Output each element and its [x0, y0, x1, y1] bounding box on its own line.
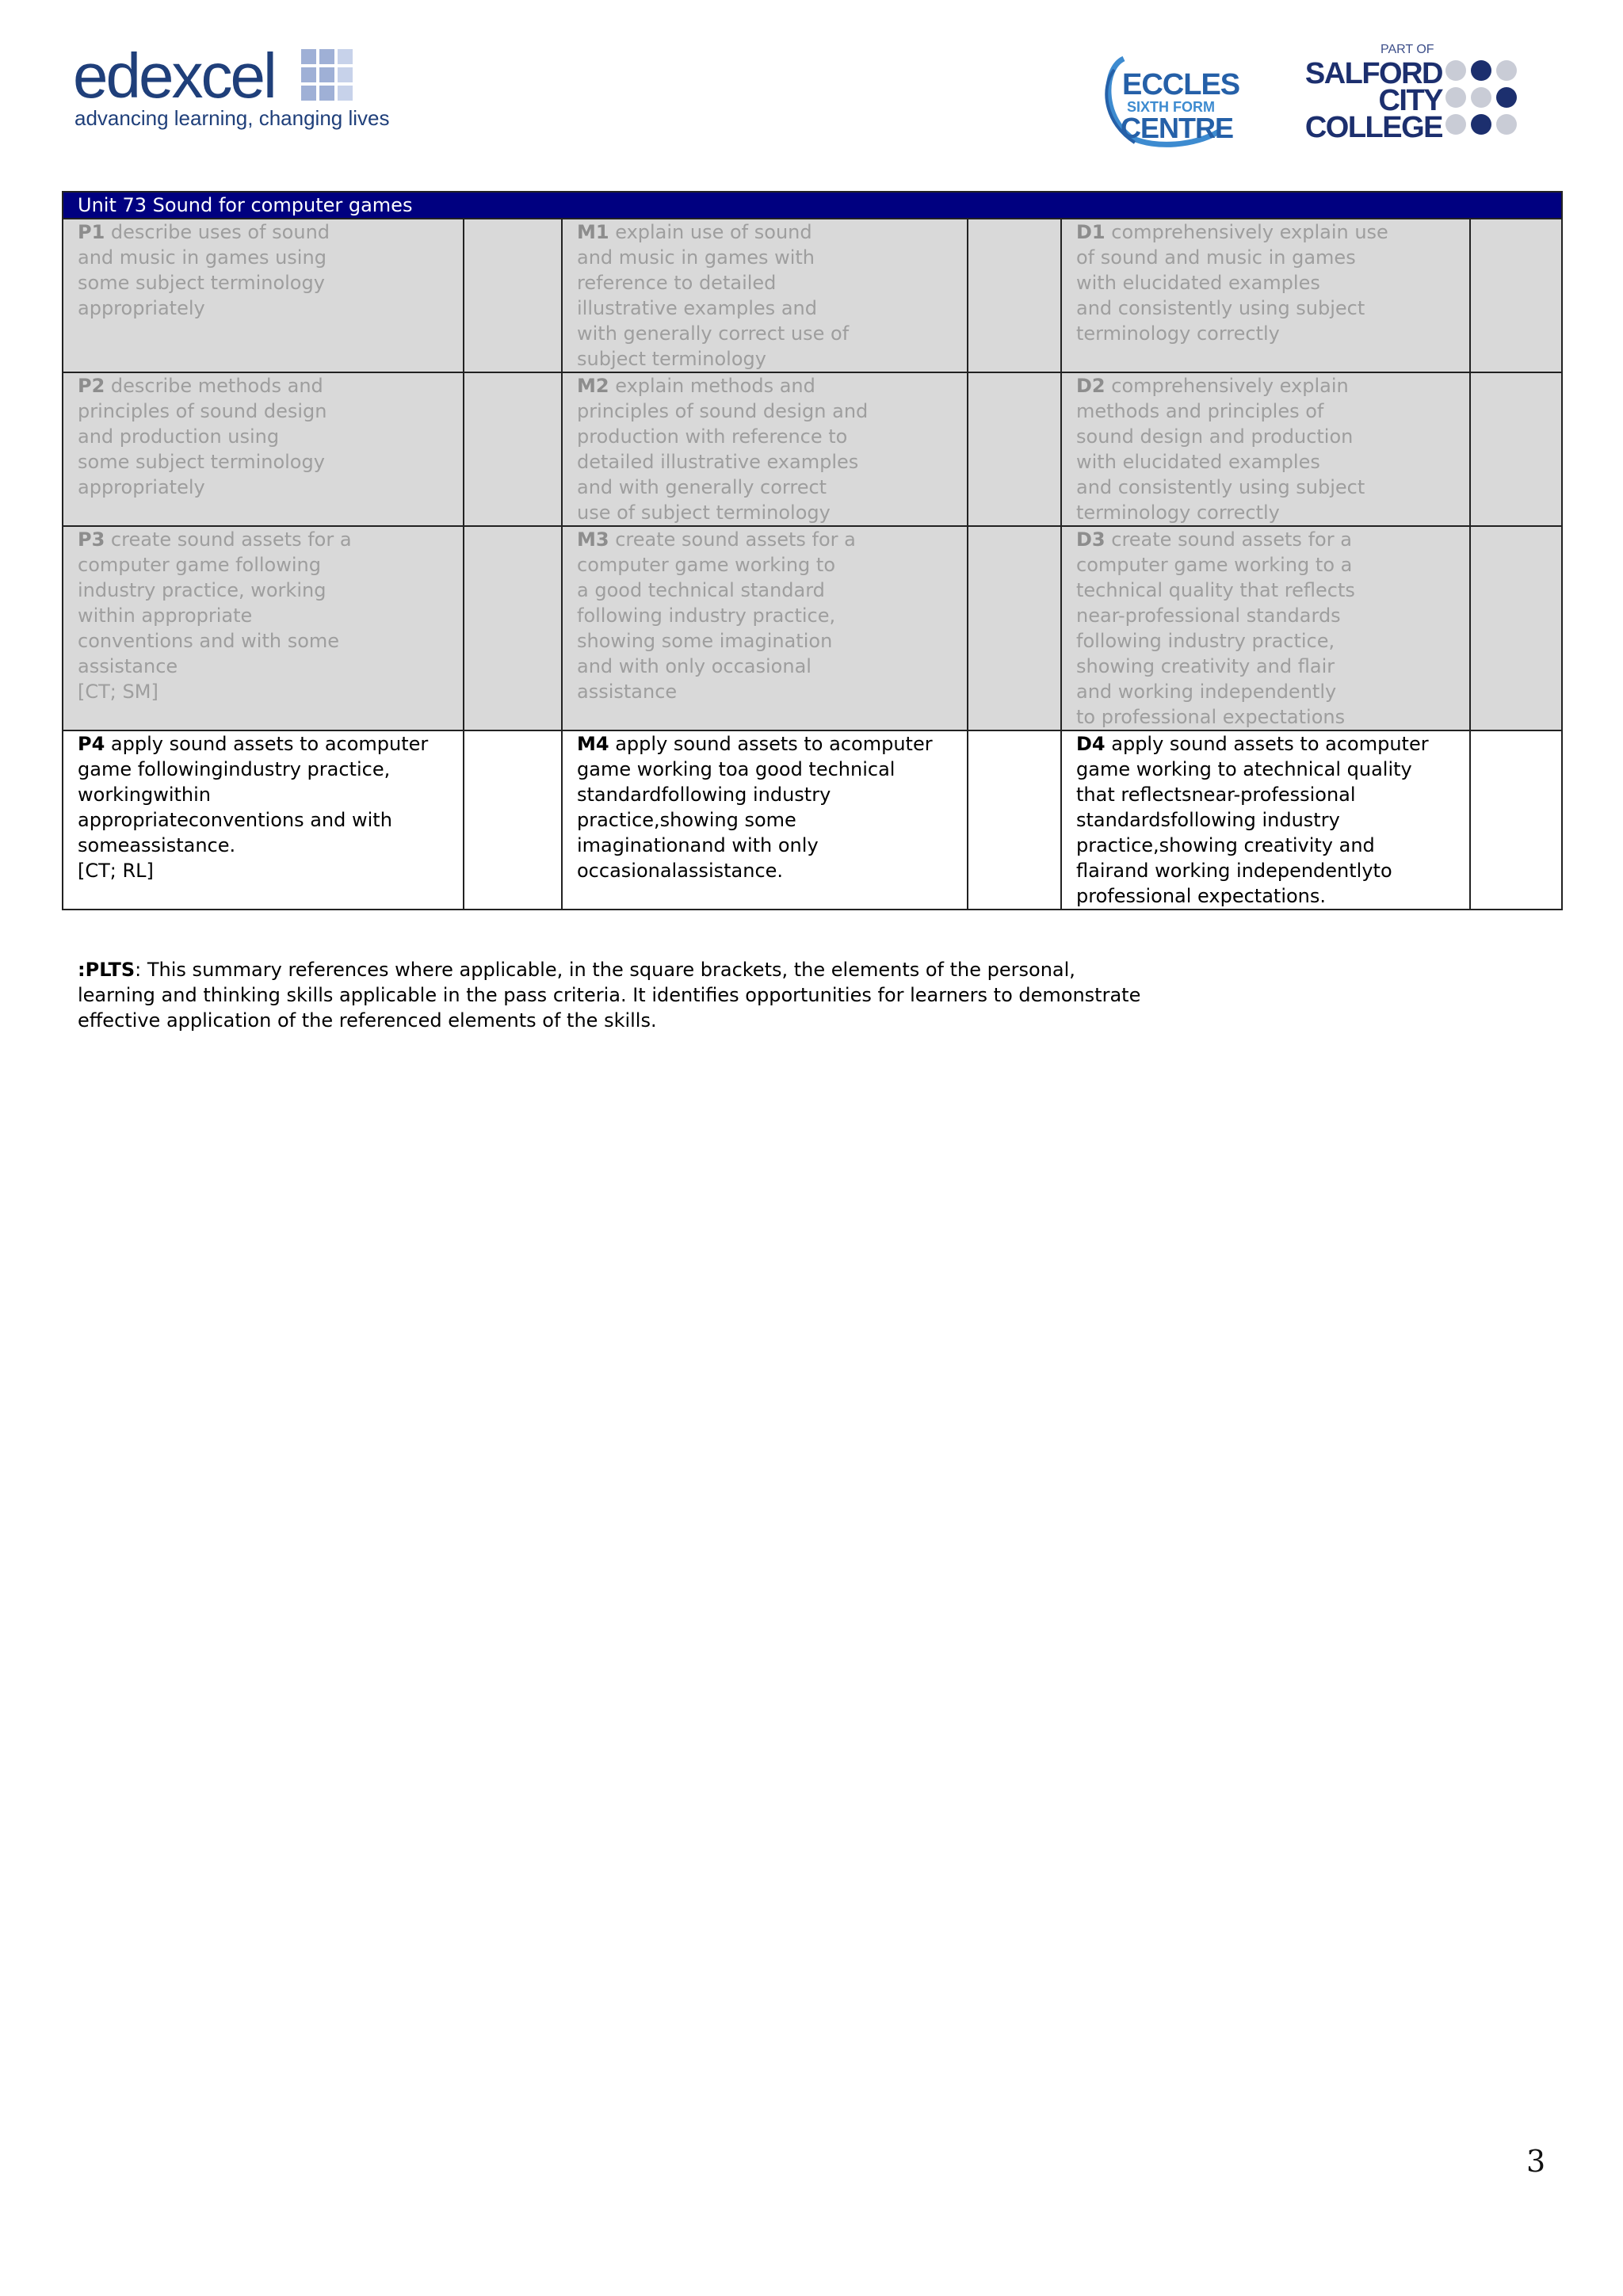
distinction-criterion-text: create sound assets for a computer game working to a technical quality that reflects near-professional standards following industry practice, showing creativity and flair and working independently to professional expectations: [1076, 528, 1355, 728]
merit-criterion-code: M2: [577, 375, 609, 397]
merit-evidence-cell: [968, 526, 1061, 730]
plts-label: :PLTS: [78, 959, 136, 981]
pass-criterion-cell: [63, 730, 464, 910]
eccles-line3: CENTRE: [1121, 112, 1234, 144]
distinction-criterion-cell: [1061, 730, 1470, 910]
pass-criterion-text: apply sound assets to acomputer game followingindustry practice, workingwithin appropriateconventions and with someassistance. [CT; RL]: [78, 733, 429, 882]
distinction-criterion-code: D2: [1076, 375, 1106, 397]
distinction-criterion-text: comprehensively explain methods and principles of sound design and production with elucidated examples and consistently using subject terminology correctly: [1076, 375, 1365, 524]
merit-criterion-code: M3: [577, 528, 609, 551]
merit-criterion-text: explain methods and principles of sound design and production with reference to detailed illustrative examples and with generally correct use of subject terminology: [577, 375, 869, 524]
page-number: 3: [1526, 2144, 1546, 2179]
eccles-line1: ECCLES: [1122, 68, 1240, 101]
salford-line1: SALFORD: [1304, 57, 1442, 90]
merit-criterion-text: apply sound assets to acomputer game working toa good technical standardfollowing industry practice,showing some imaginationand with only occasionalassistance.: [577, 733, 933, 882]
criteria-body: [63, 219, 1562, 910]
edexcel-tagline: advancing learning, changing lives: [74, 106, 390, 130]
merit-criterion-code: M1: [577, 221, 609, 243]
merit-criterion-cell: [562, 372, 968, 526]
plts-note: [78, 957, 1425, 1033]
distinction-evidence-cell: [1470, 372, 1562, 526]
pass-criterion-code: P2: [78, 375, 105, 397]
edexcel-wordmark: edexcel: [73, 40, 275, 111]
pass-evidence-cell: [464, 730, 562, 910]
table-row: [63, 219, 1562, 372]
pass-criterion-text: describe methods and principles of sound design and production using some subject terminology appropriately: [78, 375, 327, 498]
merit-criterion-code: M4: [577, 733, 609, 755]
table-row: [63, 372, 1562, 526]
pass-criterion-cell: [63, 526, 464, 730]
distinction-criterion-text: comprehensively explain use of sound and music in games with elucidated examples and consistently using subject terminology correctly: [1076, 221, 1388, 345]
pass-evidence-cell: [464, 372, 562, 526]
pass-evidence-cell: [464, 526, 562, 730]
salford-line2: CITY: [1378, 84, 1442, 117]
eccles-logo: [1100, 52, 1240, 155]
merit-criterion-text: explain use of sound and music in games with reference to detailed illustrative examples and with generally correct use of subject terminology: [577, 221, 850, 370]
edexcel-grid-icon: [301, 49, 353, 101]
pass-criterion-cell: [63, 372, 464, 526]
distinction-criterion-cell: [1061, 526, 1470, 730]
pass-criterion-code: P3: [78, 528, 105, 551]
merit-evidence-cell: [968, 372, 1061, 526]
salford-dots-icon: [1445, 60, 1522, 143]
table-title-row: [63, 192, 1562, 219]
plts-text: : This summary references where applicable, in the square brackets, the elements of the personal, learning and thinking skills applicable in the pass criteria. It identifies opportunities for learners to demonstrate effective application of the referenced elements of the skills.: [78, 959, 1141, 1032]
grading-criteria-table: [62, 191, 1563, 910]
merit-evidence-cell: [968, 219, 1061, 372]
pass-criterion-text: create sound assets for a computer game following industry practice, working within appropriate conventions and with some assistance [CT; SM]: [78, 528, 352, 703]
pass-criterion-text: describe uses of sound and music in games using some subject terminology appropriately: [78, 221, 330, 319]
merit-criterion-cell: [562, 526, 968, 730]
distinction-criterion-cell: [1061, 372, 1470, 526]
eccles-line2: SIXTH FORM: [1127, 99, 1215, 115]
distinction-criterion-code: D1: [1076, 221, 1106, 243]
merit-evidence-cell: [968, 730, 1061, 910]
distinction-criterion-code: D3: [1076, 528, 1106, 551]
salford-part-of: PART OF: [1381, 43, 1434, 56]
table-row: [63, 730, 1562, 910]
distinction-criterion-text: apply sound assets to acomputer game working to atechnical quality that reflectsnear-professional standardsfollowing industry practice,showing creativity and flairand working independentlyto professional expectations.: [1076, 733, 1429, 907]
distinction-criterion-cell: [1061, 219, 1470, 372]
distinction-evidence-cell: [1470, 219, 1562, 372]
edexcel-logo: [73, 40, 390, 132]
distinction-evidence-cell: [1470, 730, 1562, 910]
pass-criterion-code: P1: [78, 221, 105, 243]
distinction-criterion-code: D4: [1076, 733, 1106, 755]
salford-line3: COLLEGE: [1304, 111, 1442, 144]
merit-criterion-cell: [562, 219, 968, 372]
distinction-evidence-cell: [1470, 526, 1562, 730]
merit-criterion-cell: [562, 730, 968, 910]
pass-criterion-cell: [63, 219, 464, 372]
merit-criterion-text: create sound assets for a computer game working to a good technical standard following industry practice, showing some imagination and with only occasional assistance: [577, 528, 856, 703]
pass-criterion-code: P4: [78, 733, 105, 755]
table-row: [63, 526, 1562, 730]
pass-evidence-cell: [464, 219, 562, 372]
unit-title: Unit 73 Sound for computer games: [63, 192, 1562, 219]
salford-logo: [1304, 41, 1522, 144]
